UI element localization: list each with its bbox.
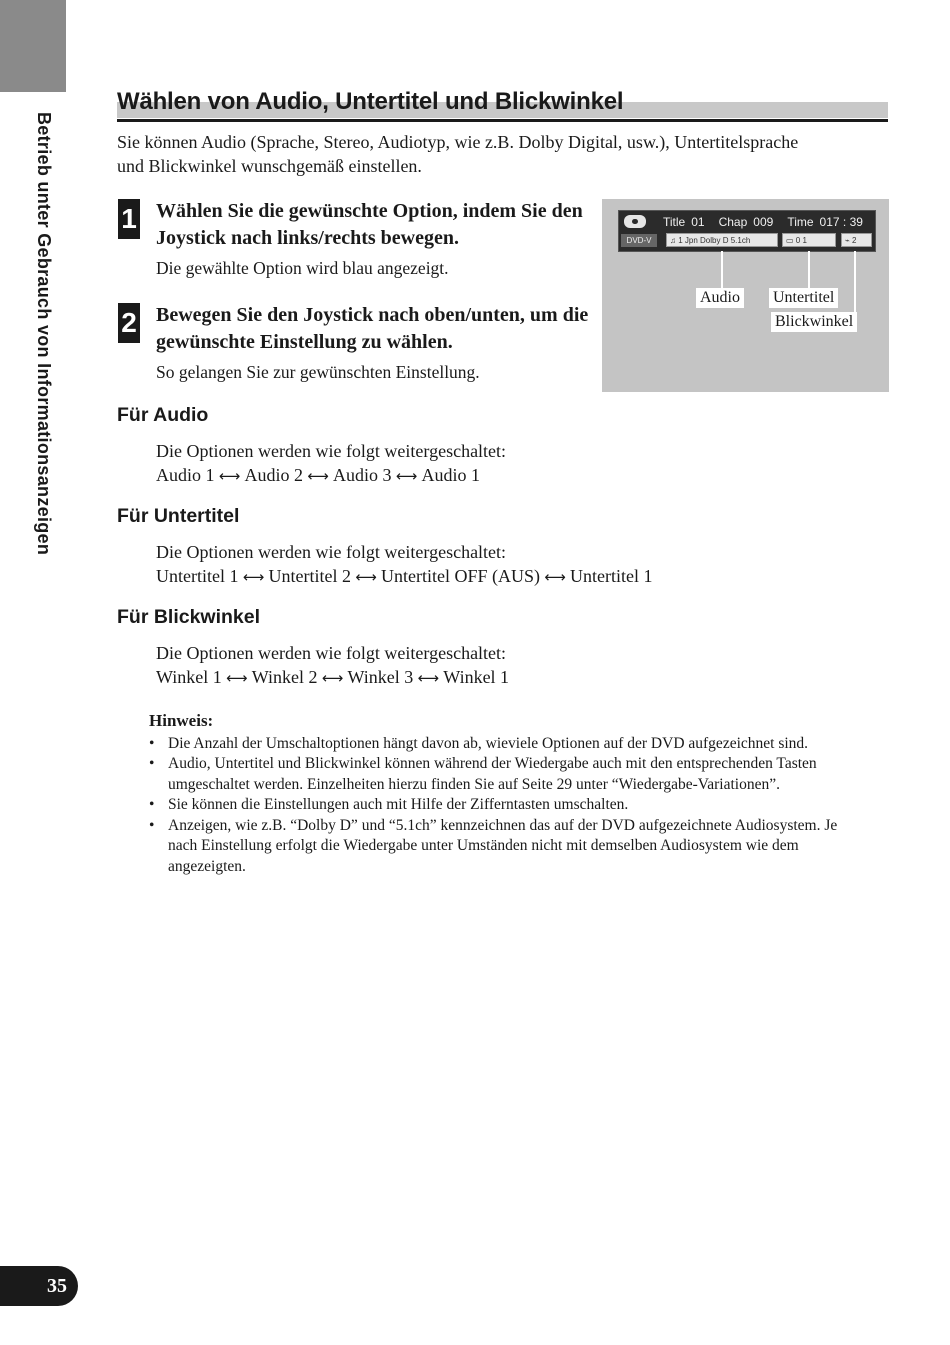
sequence-item: Untertitel 2 <box>268 566 351 586</box>
osd-status-line <box>663 213 873 231</box>
disc-icon <box>624 215 646 228</box>
section-subtitle-sequence <box>156 564 652 589</box>
double-arrow-icon: ⟷ <box>218 467 241 485</box>
page-number: 35 <box>0 1266 78 1306</box>
double-arrow-icon: ⟷ <box>307 467 329 485</box>
note-item: • Audio, Untertitel und Blickwinkel können während der Wiedergabe auch mit den entsprechenden Tasten umgeschaltet werden. Einzelheiten hierzu finden Sie auf Seite 29 unter “Wiedergabe-Variationen”. <box>149 754 849 795</box>
osd-angle-cell: ⌁ 2 <box>841 233 872 247</box>
heading-block <box>117 88 888 123</box>
step-2-title: Bewegen Sie den Joystick nach oben/unten, um die gewünschte Einstellung zu wählen. <box>156 304 589 353</box>
section-body-angle <box>156 641 509 690</box>
angle-callout-line <box>854 251 856 312</box>
step-2-badge: 2 <box>118 303 140 343</box>
osd-chap-value: 009 <box>753 215 774 229</box>
note-item: • Sie können die Einstellungen auch mit Hilfe der Zifferntasten umschalten. <box>149 795 849 816</box>
step-2-subtitle: So gelangen Sie zur gewünschten Einstellung. <box>156 362 480 382</box>
osd-chap-label: Chap <box>718 215 748 229</box>
osd-title-label: Title <box>663 215 686 229</box>
section-title-audio: Für Audio <box>117 404 209 426</box>
step-1-subtitle: Die gewählte Option wird blau angezeigt. <box>156 258 449 278</box>
osd-display <box>618 210 876 252</box>
sequence-item: Winkel 3 <box>347 667 414 687</box>
section-body-subtitle <box>156 540 652 589</box>
side-tab-marker <box>0 0 66 92</box>
subtitle-callout-label: Untertitel <box>769 288 838 308</box>
section-angle-intro: Die Optionen werden wie folgt weitergeschaltet: <box>156 643 507 663</box>
step-1-title: Wählen Sie die gewünschte Option, indem Sie den Joystick nach links/rechts bewegen. <box>156 200 583 249</box>
section-subtitle-intro: Die Optionen werden wie folgt weitergeschaltet: <box>156 542 507 562</box>
section-audio-sequence <box>156 463 506 488</box>
sequence-item: Winkel 1 <box>156 667 222 687</box>
sequence-item: Audio 1 <box>421 465 480 485</box>
disc-type-label: DVD-V <box>621 234 657 247</box>
sequence-item: Audio 2 <box>244 465 303 485</box>
angle-callout-label: Blickwinkel <box>771 312 857 332</box>
section-title-angle: Für Blickwinkel <box>117 606 261 628</box>
double-arrow-icon: ⟷ <box>242 568 265 586</box>
sequence-item: Audio 3 <box>333 465 392 485</box>
audio-callout-line <box>721 251 723 288</box>
double-arrow-icon: ⟷ <box>355 568 377 586</box>
section-title-subtitle: Für Untertitel <box>117 505 240 527</box>
section-audio-intro: Die Optionen werden wie folgt weitergeschaltet: <box>156 441 507 461</box>
section-body-audio <box>156 439 506 488</box>
sequence-item: Untertitel 1 <box>156 566 239 586</box>
double-arrow-icon: ⟷ <box>226 669 248 687</box>
subtitle-callout-line <box>808 251 810 288</box>
sequence-item: Audio 1 <box>156 465 215 485</box>
double-arrow-icon: ⟷ <box>417 669 440 687</box>
side-section-label: Betrieb unter Gebrauch von Informationsanzeigen <box>34 112 54 556</box>
osd-subtitle-cell: ▭ 0 1 <box>782 233 836 247</box>
double-arrow-icon: ⟷ <box>321 669 344 687</box>
heading-rule <box>117 119 888 122</box>
sequence-item: Untertitel OFF (AUS) <box>380 566 540 586</box>
page-title: Wählen von Audio, Untertitel und Blickwinkel <box>117 88 624 115</box>
note-item: • Die Anzahl der Umschaltoptionen hängt davon ab, wieviele Optionen auf der DVD aufgezeichnet sind. <box>149 734 849 755</box>
intro-text: Sie können Audio (Sprache, Stereo, Audiotyp, wie z.B. Dolby Digital, usw.), Untertitelsprache und Blickwinkel wunschgemäß einstellen. <box>117 132 799 176</box>
sequence-item: Untertitel 1 <box>569 566 653 586</box>
osd-title-value: 01 <box>691 215 705 229</box>
double-arrow-icon: ⟷ <box>544 568 566 586</box>
audio-callout-label: Audio <box>696 288 744 308</box>
notes-block <box>149 711 849 877</box>
notes-title: Hinweis: <box>149 711 214 730</box>
section-angle-sequence <box>156 665 509 690</box>
osd-figure <box>602 199 889 392</box>
osd-time-value: 017 : 39 <box>819 215 863 229</box>
note-item: • Anzeigen, wie z.B. “Dolby D” und “5.1ch” kennzeichnen das auf der DVD aufgezeichnete Audiosystem. Je nach Einstellung erfolgt die Wiedergabe unter Umständen nicht mit demselben Audiosystem wie dem angezeigten. <box>149 816 849 878</box>
double-arrow-icon: ⟷ <box>395 467 418 485</box>
sequence-item: Winkel 2 <box>251 667 318 687</box>
step-1-badge: 1 <box>118 199 140 239</box>
osd-time-label: Time <box>787 215 814 229</box>
notes-list <box>149 734 849 878</box>
osd-audio-cell: ♫ 1 Jpn Dolby D 5.1ch <box>666 233 778 247</box>
sequence-item: Winkel 1 <box>443 667 510 687</box>
